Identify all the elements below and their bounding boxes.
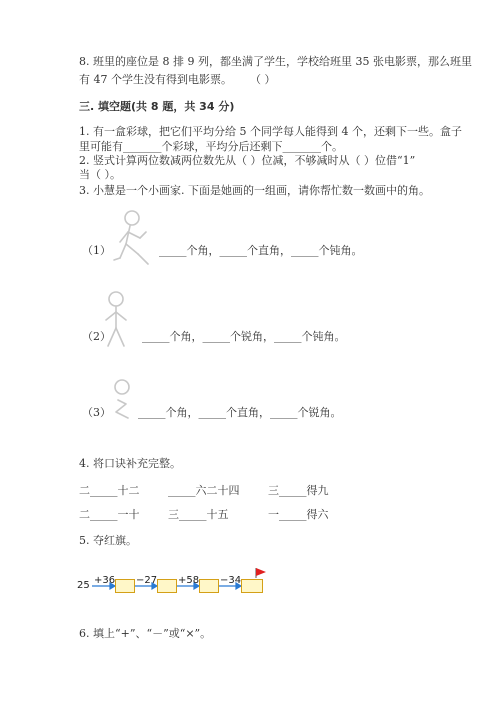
fig2-number: （2） xyxy=(82,330,111,343)
rhyme-3: 三_____得九 xyxy=(268,484,329,497)
op-3: +58 xyxy=(178,575,200,586)
fill5-title: 5. 夺红旗。 xyxy=(79,534,137,547)
fill4-title: 4. 将口诀补充完整。 xyxy=(79,457,181,470)
q8-line2: 有 47 个学生没有得到电影票。 xyxy=(79,73,232,86)
rhyme-6: 一_____得六 xyxy=(268,508,329,521)
answer-box-2[interactable] xyxy=(157,579,177,593)
fill2-line2: 当（ ）。 xyxy=(79,168,121,181)
answer-box-3[interactable] xyxy=(199,579,219,593)
rhyme-4: 二_____一十 xyxy=(79,508,140,521)
section-title: 三. 填空题(共 8 题，共 34 分) xyxy=(79,100,235,113)
flag-chain-start: 25 xyxy=(77,580,90,591)
answer-box-final[interactable] xyxy=(241,579,263,593)
fill6-title: 6. 填上“+”、“－”或“×”。 xyxy=(79,627,212,640)
fill1-line1: 1. 有一盒彩球，把它们平均分给 5 个同学每人能得到 4 个，还剩下一些。盒子 xyxy=(79,125,462,138)
fig3-number: （3） xyxy=(82,406,111,419)
fig1-number: （1） xyxy=(82,244,111,257)
q8-line1: 8. 班里的座位是 8 排 9 列，都坐满了学生，学校给班里 35 张电影票，那么班里 xyxy=(79,55,472,68)
rhyme-5: 三_____十五 xyxy=(168,508,229,521)
op-2: −27 xyxy=(136,575,158,586)
sitting-figure-drawing xyxy=(108,378,138,428)
fill2-line1: 2. 竖式计算两位数减两位数先从（ ）位减，不够减时从（ ）位借“1” xyxy=(79,154,416,167)
rhyme-2: _____六二十四 xyxy=(168,484,240,497)
running-figure-drawing xyxy=(110,208,160,268)
fig3-question: _____个角，_____个直角，_____个锐角。 xyxy=(138,406,342,419)
q8-answer-paren: （ ） xyxy=(250,73,276,86)
fill1-line2: 里可能有_______个彩球，平均分后还剩下_______个。 xyxy=(79,140,343,153)
fig2-question: _____个角，_____个锐角，_____个钝角。 xyxy=(142,330,346,343)
fig1-question: _____个角，_____个直角，_____个钝角。 xyxy=(159,244,363,257)
fill3-title: 3. 小慧是一个小画家. 下面是她画的一组画，请你帮忙数一数画中的角。 xyxy=(79,184,430,197)
op-4: −34 xyxy=(220,575,242,586)
answer-box-1[interactable] xyxy=(115,579,135,593)
op-1: +36 xyxy=(94,575,116,586)
rhyme-1: 二_____十二 xyxy=(79,484,140,497)
